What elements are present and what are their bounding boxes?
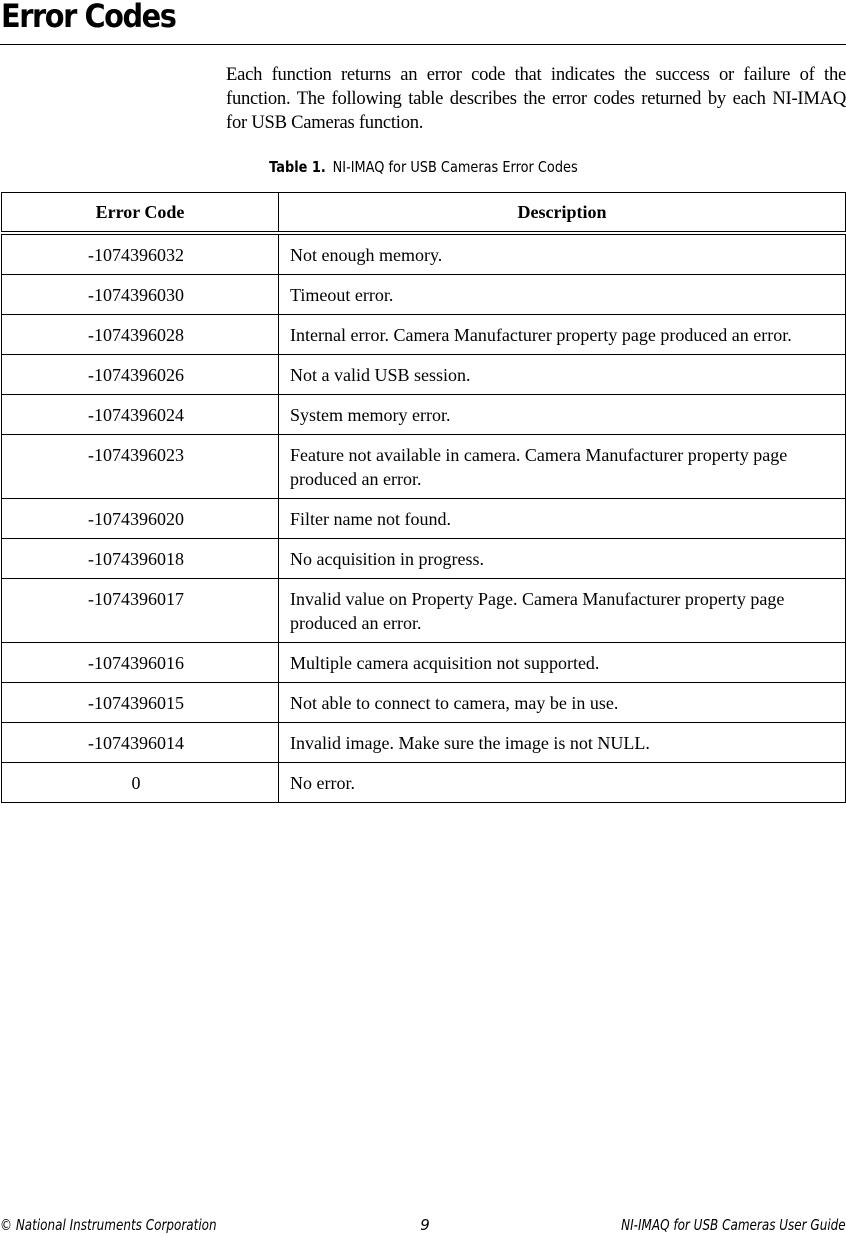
- table-row: [2, 355, 846, 395]
- table-row: [2, 763, 846, 803]
- error-code-cell: -1074396018: [2, 539, 279, 579]
- error-code-cell: -1074396032: [2, 233, 279, 275]
- error-code-cell: -1074396017: [2, 579, 279, 643]
- page-footer: [0, 1214, 846, 1236]
- error-code-cell: -1074396030: [2, 275, 279, 315]
- description-cell: Not a valid USB session.: [279, 355, 846, 395]
- description-cell: No acquisition in progress.: [279, 539, 846, 579]
- description-cell: Multiple camera acquisition not supported.: [279, 643, 846, 683]
- table-row: [2, 499, 846, 539]
- error-code-cell: -1074396026: [2, 355, 279, 395]
- description-cell: Not able to connect to camera, may be in use.: [279, 683, 846, 723]
- error-code-cell: -1074396023: [2, 435, 279, 499]
- description-cell: Filter name not found.: [279, 499, 846, 539]
- table-row: [2, 579, 846, 643]
- table-row: [2, 233, 846, 275]
- description-cell: System memory error.: [279, 395, 846, 435]
- page-heading: [0, 0, 846, 45]
- table-caption-label: Table 1.: [268, 158, 326, 176]
- column-header-error-code: Error Code: [2, 193, 279, 234]
- table-row: [2, 395, 846, 435]
- description-cell: Timeout error.: [279, 275, 846, 315]
- table-row: [2, 315, 846, 355]
- table-row: [2, 435, 846, 499]
- table-row: [2, 683, 846, 723]
- table-row: [2, 643, 846, 683]
- error-code-cell: -1074396024: [2, 395, 279, 435]
- error-code-cell: -1074396015: [2, 683, 279, 723]
- table-caption: [0, 156, 846, 178]
- description-cell: Not enough memory.: [279, 233, 846, 275]
- error-code-cell: 0: [2, 763, 279, 803]
- page-title: Error Codes: [1, 0, 176, 35]
- description-cell: Invalid image. Make sure the image is not NULL.: [279, 723, 846, 763]
- footer-copyright: © National Instruments Corporation: [0, 1216, 217, 1234]
- table-row: [2, 275, 846, 315]
- intro-paragraph: Each function returns an error code that indicates the success or failure of the function. The following table describes the error codes returned by each NI-IMAQ for USB Cameras function.: [226, 64, 846, 133]
- column-header-description: Description: [279, 193, 846, 234]
- description-cell: Internal error. Camera Manufacturer property page produced an error.: [279, 315, 846, 355]
- error-codes-table: [1, 192, 846, 803]
- error-code-cell: -1074396020: [2, 499, 279, 539]
- table-row: [2, 539, 846, 579]
- table-header-row: [2, 193, 846, 234]
- error-code-cell: -1074396016: [2, 643, 279, 683]
- description-cell: Invalid value on Property Page. Camera Manufacturer property page produced an error.: [279, 579, 846, 643]
- table-row: [2, 723, 846, 763]
- error-code-cell: -1074396028: [2, 315, 279, 355]
- footer-document-title: NI-IMAQ for USB Cameras User Guide: [621, 1216, 846, 1234]
- description-cell: Feature not available in camera. Camera Manufacturer property page produced an error.: [279, 435, 846, 499]
- table-caption-text: NI-IMAQ for USB Cameras Error Codes: [332, 158, 578, 176]
- error-code-cell: -1074396014: [2, 723, 279, 763]
- footer-page-number: 9: [420, 1216, 430, 1234]
- description-cell: No error.: [279, 763, 846, 803]
